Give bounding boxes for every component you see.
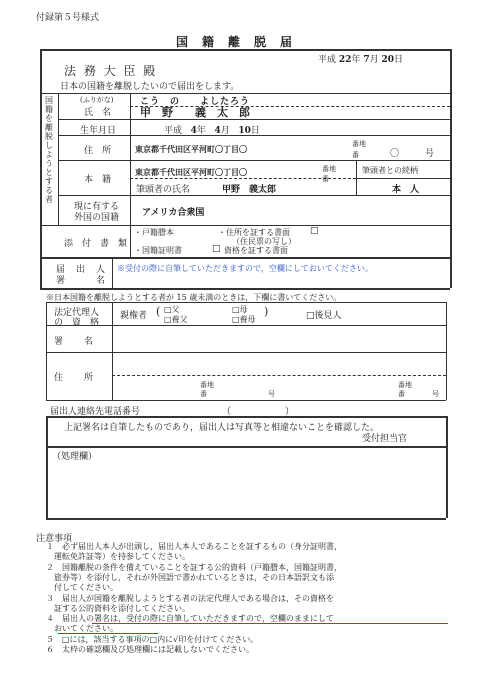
rep-ban-2: 番	[398, 390, 405, 398]
legal-rep-guardian[interactable]: □後見人	[306, 311, 342, 321]
form-number: 付録第５号様式	[36, 13, 100, 23]
legal-rep-sign-label: 署 名	[54, 337, 100, 347]
attach-koseki: ・戸籍謄本	[134, 228, 174, 237]
intro-text: 日本の国籍を離脱したいので届出をします。	[60, 82, 240, 92]
legal-rep-mother[interactable]: □母	[232, 305, 248, 314]
birth-label: 生年月日	[80, 126, 117, 136]
address-ban: 番	[352, 151, 359, 159]
confirm-text: 上記署名は自筆したものであり，届出人は写真等と相違ないことを確認した。	[64, 423, 380, 433]
note-line-highlight: おいてください。	[46, 624, 118, 633]
legal-rep-label-1: 法定代理人	[54, 308, 100, 318]
signer-note: ※受付の際に自筆していただきますので，空欄にしておいてください。	[117, 264, 373, 273]
attach-kokuseki: ・国籍証明書	[134, 246, 182, 255]
legal-rep-father[interactable]: □父	[164, 305, 180, 314]
note-line: ３ 届出人が国籍を離脱しようとする者の法定代理人である場合は，その資格を	[46, 594, 334, 603]
attach-shikaku-checkbox[interactable]: □	[212, 244, 221, 254]
addressee: 法 務 大 臣 殿	[64, 64, 158, 78]
rep-go-1: 号	[268, 390, 275, 398]
attach-juusho-checkbox[interactable]: □	[310, 226, 319, 236]
note-line: ５ □には，該当する事項の□内に√印を付けてください。	[46, 635, 259, 644]
applicant-side-label: 国籍を離脱しようとする者	[45, 96, 53, 204]
processing-label: （処理欄）	[52, 452, 98, 462]
rep-go-2: 号	[432, 390, 439, 398]
hittousha-relation-value: 本 人	[392, 185, 420, 195]
receiver-label: 受付担当官	[362, 434, 408, 444]
signer-label-2: 署 名	[56, 276, 107, 286]
hittousha-name-value: 甲野 義太郎	[222, 185, 277, 195]
note-line: １ 必ず届出人本人が出頭し，届出人本人であることを証するもの（身分証明書，	[46, 542, 342, 551]
notes-title: 注意事項	[36, 534, 73, 544]
rep-banchi-1: 番地	[200, 381, 214, 389]
legal-rep-adopt-father[interactable]: □養父	[164, 315, 188, 324]
date: 平成 22年 7月 20日	[318, 55, 404, 65]
foreign-value: アメリカ合衆国	[142, 208, 205, 218]
attach-juusho-note: （住民票の写し）	[232, 237, 296, 246]
bracket-right: )	[264, 305, 269, 318]
rep-banchi-2: 番地	[398, 381, 412, 389]
name-value: 甲 野 義 太 郎	[140, 106, 250, 119]
rep-ban-1: 番	[200, 390, 207, 398]
note-line: 付してください。	[46, 583, 118, 592]
honseki-ban: 番	[322, 175, 329, 183]
address-value: 東京都千代田区平河町〇丁目〇	[135, 144, 247, 154]
honseki-value: 東京都千代田区平河町〇丁目〇	[135, 167, 247, 177]
furigana-label: (ふりがな)	[80, 96, 114, 104]
address-banchi: 番地	[352, 140, 366, 148]
note-line: ２ 国籍離脱の条件を備えていることを証する公的資料（戸籍謄本，国籍証明書，	[46, 563, 342, 572]
attach-shikaku: 資格を証する書面	[224, 246, 288, 255]
legal-rep-label-2: の 資 格	[54, 318, 100, 328]
foreign-label-1: 現に有する	[74, 202, 120, 212]
hittousha-name-label: 筆頭者の氏名	[136, 185, 191, 195]
legal-rep-shinken: 親権者	[120, 311, 148, 321]
furigana-value: こう の よしたろう	[140, 97, 251, 107]
contact-label: 届出人連絡先電話番号	[50, 407, 141, 417]
page-title: 国 籍 離 脱 届	[176, 35, 294, 49]
bracket-left: (	[156, 305, 161, 318]
birth-value: 平成 4年 4月 10日	[164, 126, 260, 136]
address-go: 号	[425, 149, 435, 159]
legal-rep-adopt-mother[interactable]: □養母	[232, 315, 256, 324]
note-line: ６ 太枠の確認欄及び処理欄には記載しないでください。	[46, 645, 254, 654]
honseki-label: 本 籍	[84, 175, 112, 185]
address-label: 住 所	[84, 146, 112, 156]
legal-rep-address-label: 住 所	[54, 373, 100, 383]
under15-note: ※日本国籍を離脱しようとする者が 15 歳未満のときは，下欄に書いてください。	[46, 293, 342, 302]
signer-label-1: 届 出 人	[56, 265, 107, 275]
attach-juusho: ・住所を証する書面	[218, 228, 290, 237]
note-line: 運転免許証等）を持参してください。	[46, 552, 190, 561]
attach-label: 添 付 書 類	[64, 239, 128, 249]
note-line: 旅券等）を添付し，それが外国語で書かれているときは，その日本語訳文も添	[46, 573, 334, 582]
honseki-banchi: 番地	[322, 165, 336, 173]
note-line-highlight: ４ 届出人の署名は，受付の際に自筆していただきますので，空欄のままにして	[46, 614, 334, 623]
contact-value: （ ）	[222, 407, 295, 417]
address-go-mark: 〇	[390, 149, 400, 159]
note-line: 証する公的資料を添付してください。	[46, 604, 190, 613]
foreign-label-2: 外国の国籍	[74, 213, 120, 223]
name-label: 氏 名	[84, 108, 112, 118]
hittousha-relation-label: 筆頭者との続柄	[362, 166, 418, 175]
